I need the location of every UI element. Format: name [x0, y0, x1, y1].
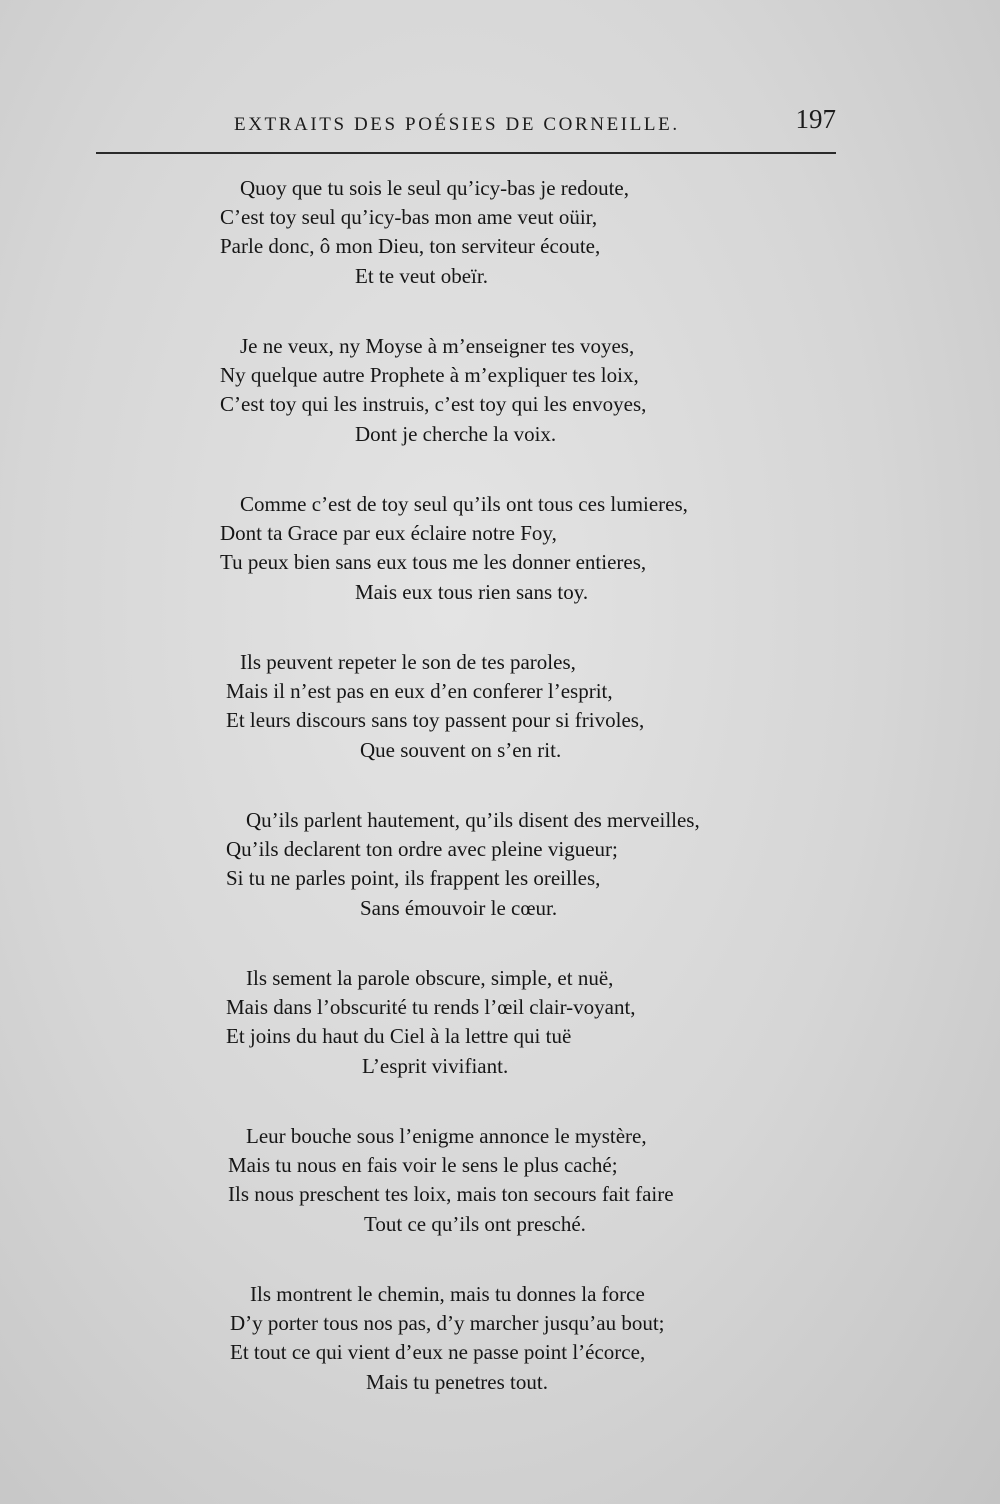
verse-line: Ils montrent le chemin, mais tu donnes la force — [250, 1282, 645, 1306]
verse-line: Et leurs discours sans toy passent pour si frivoles, — [226, 708, 645, 732]
header-rule — [96, 152, 836, 154]
verse-line: Parle donc, ô mon Dieu, ton serviteur écoute, — [220, 234, 601, 258]
stanza — [0, 806, 1000, 960]
page-header — [96, 100, 836, 140]
verse-line: D’y porter tous nos pas, d’y marcher jusqu’au bout; — [230, 1311, 665, 1335]
verse-line: Dont ta Grace par eux éclaire notre Foy, — [220, 521, 557, 545]
verse-line-short: Mais eux tous rien sans toy. — [355, 580, 589, 604]
verse-line: Si tu ne parles point, ils frappent les oreilles, — [226, 866, 601, 890]
stanza — [0, 174, 1000, 328]
verse-line: Qu’ils declarent ton ordre avec pleine vigueur; — [226, 837, 618, 861]
stanza — [0, 1280, 1000, 1434]
poem — [0, 174, 1000, 1434]
verse-line-short: Que souvent on s’en rit. — [360, 738, 562, 762]
verse-line-short: Tout ce qu’ils ont presché. — [364, 1212, 586, 1236]
stanza — [0, 648, 1000, 802]
stanza — [0, 332, 1000, 486]
stanza — [0, 490, 1000, 644]
verse-line: C’est toy seul qu’icy-bas mon ame veut oüir, — [220, 205, 598, 229]
running-title: EXTRAITS DES POÉSIES DE CORNEILLE. — [234, 114, 680, 135]
verse-line: Mais il n’est pas en eux d’en conferer l’esprit, — [226, 679, 613, 703]
verse-line-short: Dont je cherche la voix. — [355, 422, 557, 446]
verse-line-short: L’esprit vivifiant. — [362, 1054, 509, 1078]
verse-line: Leur bouche sous l’enigme annonce le mystère, — [246, 1124, 647, 1148]
verse-line: Ny quelque autre Prophete à m’expliquer tes loix, — [220, 363, 639, 387]
verse-line-short: Mais tu penetres tout. — [366, 1370, 548, 1394]
verse-line: Qu’ils parlent hautement, qu’ils disent des merveilles, — [246, 808, 700, 832]
verse-line: Mais tu nous en fais voir le sens le plus caché; — [228, 1153, 618, 1177]
verse-line: Et tout ce qui vient d’eux ne passe point l’écorce, — [230, 1340, 646, 1364]
verse-line: Comme c’est de toy seul qu’ils ont tous ces lumieres, — [240, 492, 688, 516]
verse-line: C’est toy qui les instruis, c’est toy qui les envoyes, — [220, 392, 647, 416]
verse-line: Ils nous preschent tes loix, mais ton secours fait faire — [228, 1182, 674, 1206]
verse-line: Et joins du haut du Ciel à la lettre qui tuë — [226, 1024, 572, 1048]
stanza — [0, 1122, 1000, 1276]
verse-line: Quoy que tu sois le seul qu’icy-bas je redoute, — [240, 176, 629, 200]
stanza — [0, 964, 1000, 1118]
verse-line: Ils peuvent repeter le son de tes paroles, — [240, 650, 576, 674]
verse-line: Tu peux bien sans eux tous me les donner entieres, — [220, 550, 647, 574]
page-number: 197 — [795, 104, 836, 134]
verse-line: Ils sement la parole obscure, simple, et nuë, — [246, 966, 614, 990]
verse-line: Je ne veux, ny Moyse à m’enseigner tes voyes, — [240, 334, 635, 358]
verse-line: Mais dans l’obscurité tu rends l’œil clair-voyant, — [226, 995, 636, 1019]
verse-line-short: Sans émouvoir le cœur. — [360, 896, 558, 920]
verse-line-short: Et te veut obeïr. — [355, 264, 488, 288]
